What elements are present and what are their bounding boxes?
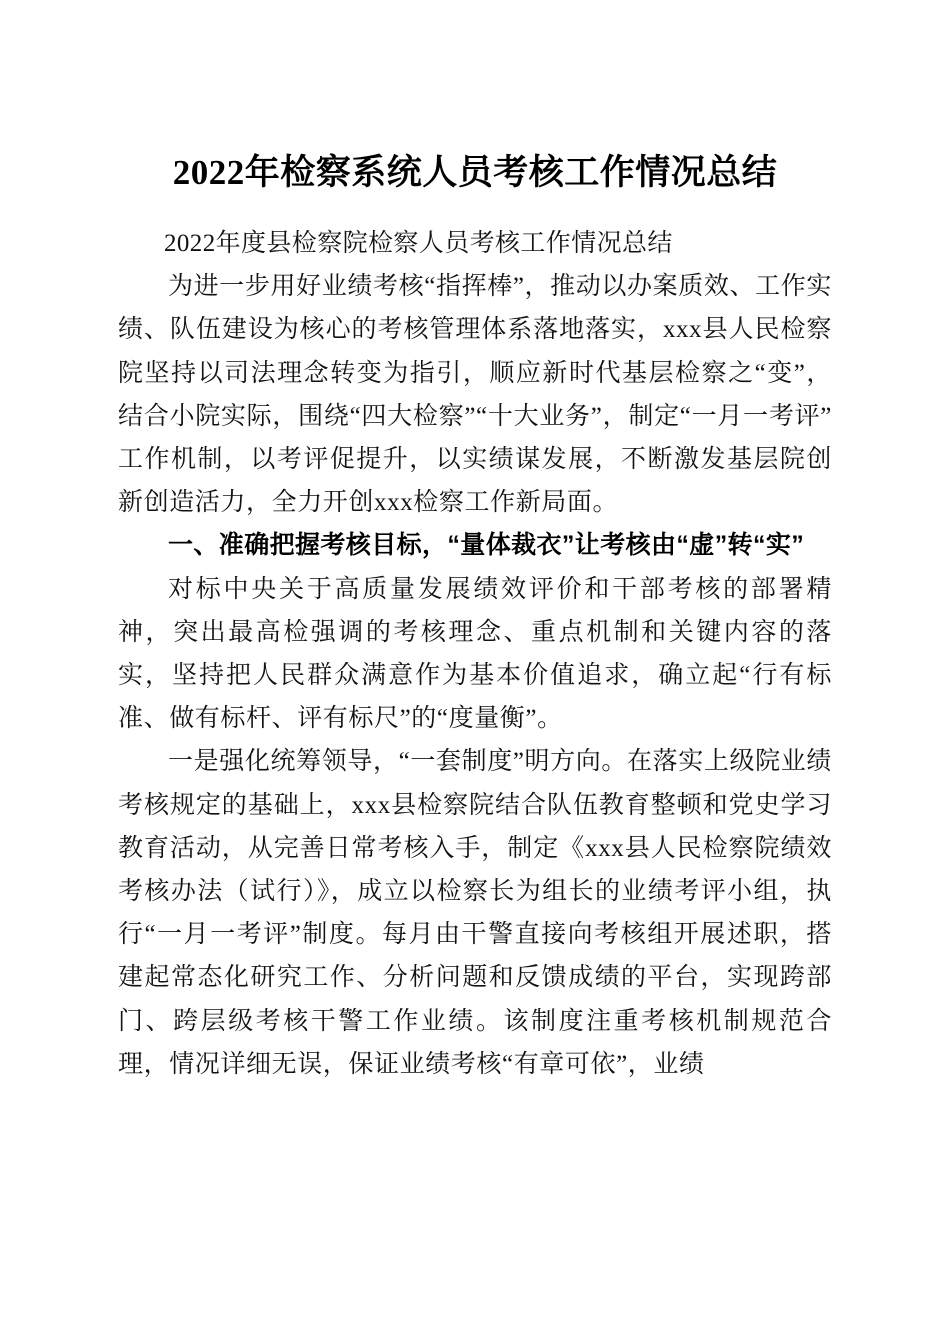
paragraph-section-one-body: 对标中央关于高质量发展绩效评价和干部考核的部署精神，突出最高检强调的考核理念、重点机制和关键内容的落实，坚持把人民群众满意作为基本价值追求，确立起“行有标准、做有标杆、评有标尺”的“度量衡”。 xyxy=(118,575,832,733)
paragraph-intro: 为进一步用好业绩考核“指挥棒”，推动以办案质效、工作实绩、队伍建设为核心的考核管理体系落地落实，xxx县人民检察院坚持以司法理念转变为指引，顺应新时代基层检察之“变”，结合小院实际，围绕“四大检察”“十大业务”，制定“一月一考评”工作机制，以考评促提升，以实绩谋发展，不断激发基层院创新创造活力，全力开创xxx检察工作新局面。 xyxy=(118,273,832,517)
document-title: 2022年检察系统人员考核工作情况总结 xyxy=(172,153,778,193)
document-body xyxy=(118,222,832,1086)
paragraph-section-one-point-one: 一是强化统筹领导，“一套制度”明方向。在落实上级院业绩考核规定的基础上，xxx县检察院结合队伍教育整顿和党史学习教育活动，从完善日常考核入手，制定《xxx县人民检察院绩效考核办法（试行）》，成立以检察长为组长的业绩考评小组，执行“一月一考评”制度。每月由干警直接向考核组开展述职，搭建起常态化研究工作、分析问题和反馈成绩的平台，实现跨部门、跨层级考核干警工作业绩。该制度注重考核机制规范合理，情况详细无误，保证业绩考核“有章可依”，业绩 xyxy=(118,748,832,1078)
section-heading-one: 一、准确把握考核目标，“量体裁衣”让考核由“虚”转“实” xyxy=(168,531,805,560)
document-subtitle: 2022年度县检察院检察人员考核工作情况总结 xyxy=(164,230,673,257)
